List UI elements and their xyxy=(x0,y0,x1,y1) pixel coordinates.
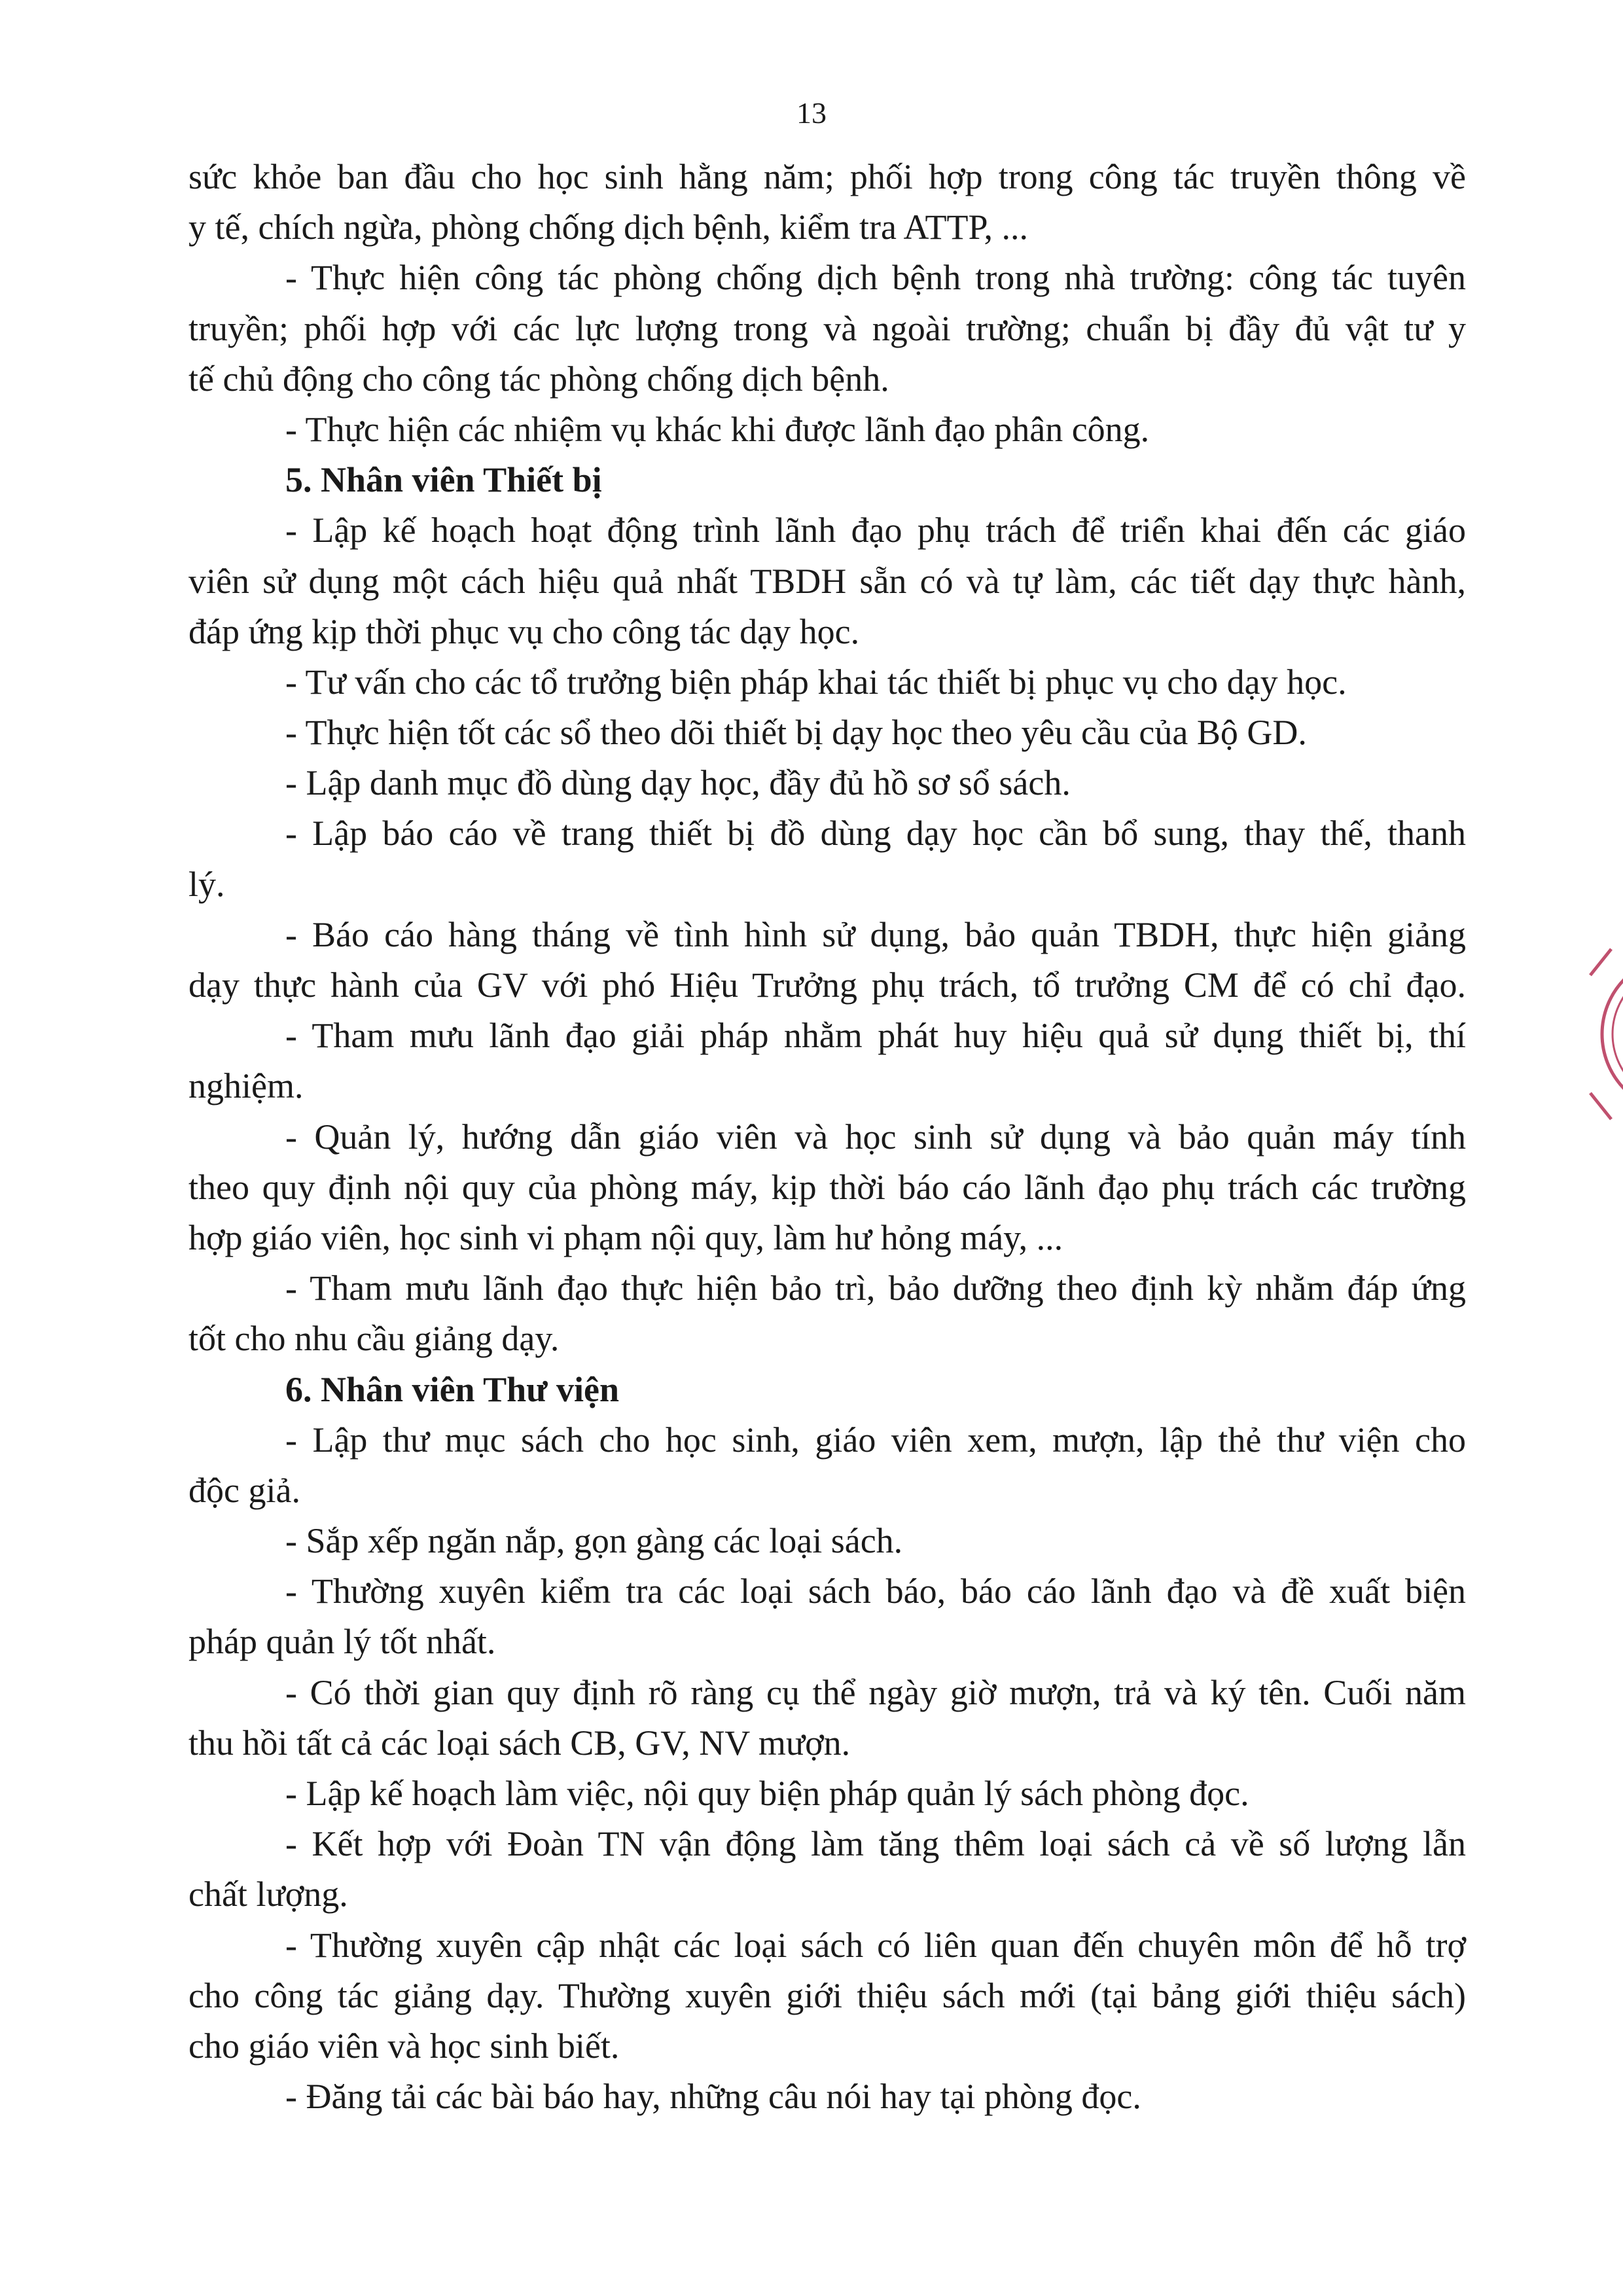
text-line: - Báo cáo hàng tháng về tình hình sử dụng, bảo quản TBDH, thực hiện giảng xyxy=(285,914,1466,954)
text-line: - Tham mưu lãnh đạo thực hiện bảo trì, bảo dưỡng theo định kỳ nhằm đáp ứng xyxy=(285,1268,1466,1308)
text-line: - Lập kế hoạch làm việc, nội quy biện pháp quản lý sách phòng đọc. xyxy=(285,1774,1249,1813)
text-line: sức khỏe ban đầu cho học sinh hằng năm; phối hợp trong công tác truyền thông về xyxy=(188,157,1466,196)
text-line: cho công tác giảng dạy. Thường xuyên giới thiệu sách mới (tại bảng giới thiệu sách) xyxy=(188,1975,1466,2015)
text-line: - Thường xuyên cập nhật các loại sách có liên quan đến chuyên môn để hỗ trợ xyxy=(285,1925,1466,1965)
text-line: - Thực hiện các nhiệm vụ khác khi được lãnh đạo phân công. xyxy=(285,409,1150,449)
seal-stamp-icon xyxy=(1582,890,1623,1178)
text-line: dạy thực hành của GV với phó Hiệu Trưởng phụ trách, tổ trưởng CM để có chỉ đạo. xyxy=(188,965,1466,1005)
text-line: - Lập danh mục đồ dùng dạy học, đầy đủ hồ sơ sổ sách. xyxy=(285,763,1071,803)
text-line: - Lập kế hoạch hoạt động trình lãnh đạo phụ trách để triển khai đến các giáo xyxy=(285,511,1466,550)
text-line: nghiệm. xyxy=(188,1066,304,1106)
text-line: - Tư vấn cho các tổ trưởng biện pháp khai tác thiết bị phục vụ cho dạy học. xyxy=(285,662,1347,702)
text-line: hợp giáo viên, học sinh vi phạm nội quy, làm hư hỏng máy, ... xyxy=(188,1217,1063,1257)
text-line: đáp ứng kịp thời phục vụ cho công tác dạy học. xyxy=(188,611,860,651)
page-number: 13 xyxy=(796,96,827,130)
text-line: y tế, chích ngừa, phòng chống dịch bệnh, kiểm tra ATTP, ... xyxy=(188,207,1029,247)
text-line: - Sắp xếp ngăn nắp, gọn gàng các loại sách. xyxy=(285,1521,903,1561)
section-heading: 5. Nhân viên Thiết bị xyxy=(285,460,602,500)
text-line: lý. xyxy=(188,864,225,904)
text-line: độc giả. xyxy=(188,1470,300,1510)
text-line: - Lập báo cáo về trang thiết bị đồ dùng dạy học cần bổ sung, thay thế, thanh xyxy=(285,814,1466,853)
text-line: thu hồi tất cả các loại sách CB, GV, NV mượn. xyxy=(188,1723,851,1763)
text-line: theo quy định nội quy của phòng máy, kịp thời báo cáo lãnh đạo phụ trách các trường xyxy=(188,1167,1466,1207)
text-line: - Thực hiện tốt các sổ theo dõi thiết bị dạy học theo yêu cầu của Bộ GD. xyxy=(285,713,1307,753)
text-line: - Quản lý, hướng dẫn giáo viên và học sinh sử dụng và bảo quản máy tính xyxy=(285,1117,1466,1157)
text-line: truyền; phối hợp với các lực lượng trong và ngoài trường; chuẩn bị đầy đủ vật tư y xyxy=(188,308,1466,348)
text-line: tế chủ động cho công tác phòng chống dịch bệnh. xyxy=(188,359,889,399)
seal-stamp-fragment xyxy=(1582,890,1623,1178)
text-line: viên sử dụng một cách hiệu quả nhất TBDH sẵn có và tự làm, các tiết dạy thực hành, xyxy=(188,561,1466,601)
text-line: - Lập thư mục sách cho học sinh, giáo viên xem, mượn, lập thẻ thư viện cho xyxy=(285,1420,1466,1460)
text-line: - Thực hiện công tác phòng chống dịch bệnh trong nhà trường: công tác tuyên xyxy=(285,258,1466,298)
text-line: - Đăng tải các bài báo hay, những câu nói hay tại phòng đọc. xyxy=(285,2077,1141,2117)
text-line: chất lượng. xyxy=(188,1874,348,1914)
text-line: - Thường xuyên kiểm tra các loại sách báo, báo cáo lãnh đạo và đề xuất biện xyxy=(285,1571,1466,1611)
text-line: cho giáo viên và học sinh biết. xyxy=(188,2026,620,2066)
text-line: pháp quản lý tốt nhất. xyxy=(188,1622,496,1662)
section-heading: 6. Nhân viên Thư viện xyxy=(285,1369,620,1409)
document-body xyxy=(188,152,1466,2122)
text-line: - Có thời gian quy định rõ ràng cụ thể ngày giờ mượn, trả và ký tên. Cuối năm xyxy=(285,1672,1466,1712)
text-line: tốt cho nhu cầu giảng dạy. xyxy=(188,1319,560,1359)
text-line: - Tham mưu lãnh đạo giải pháp nhằm phát huy hiệu quả sử dụng thiết bị, thí xyxy=(285,1016,1466,1056)
text-line: - Kết hợp với Đoàn TN vận động làm tăng thêm loại sách cả về số lượng lẫn xyxy=(285,1824,1466,1864)
